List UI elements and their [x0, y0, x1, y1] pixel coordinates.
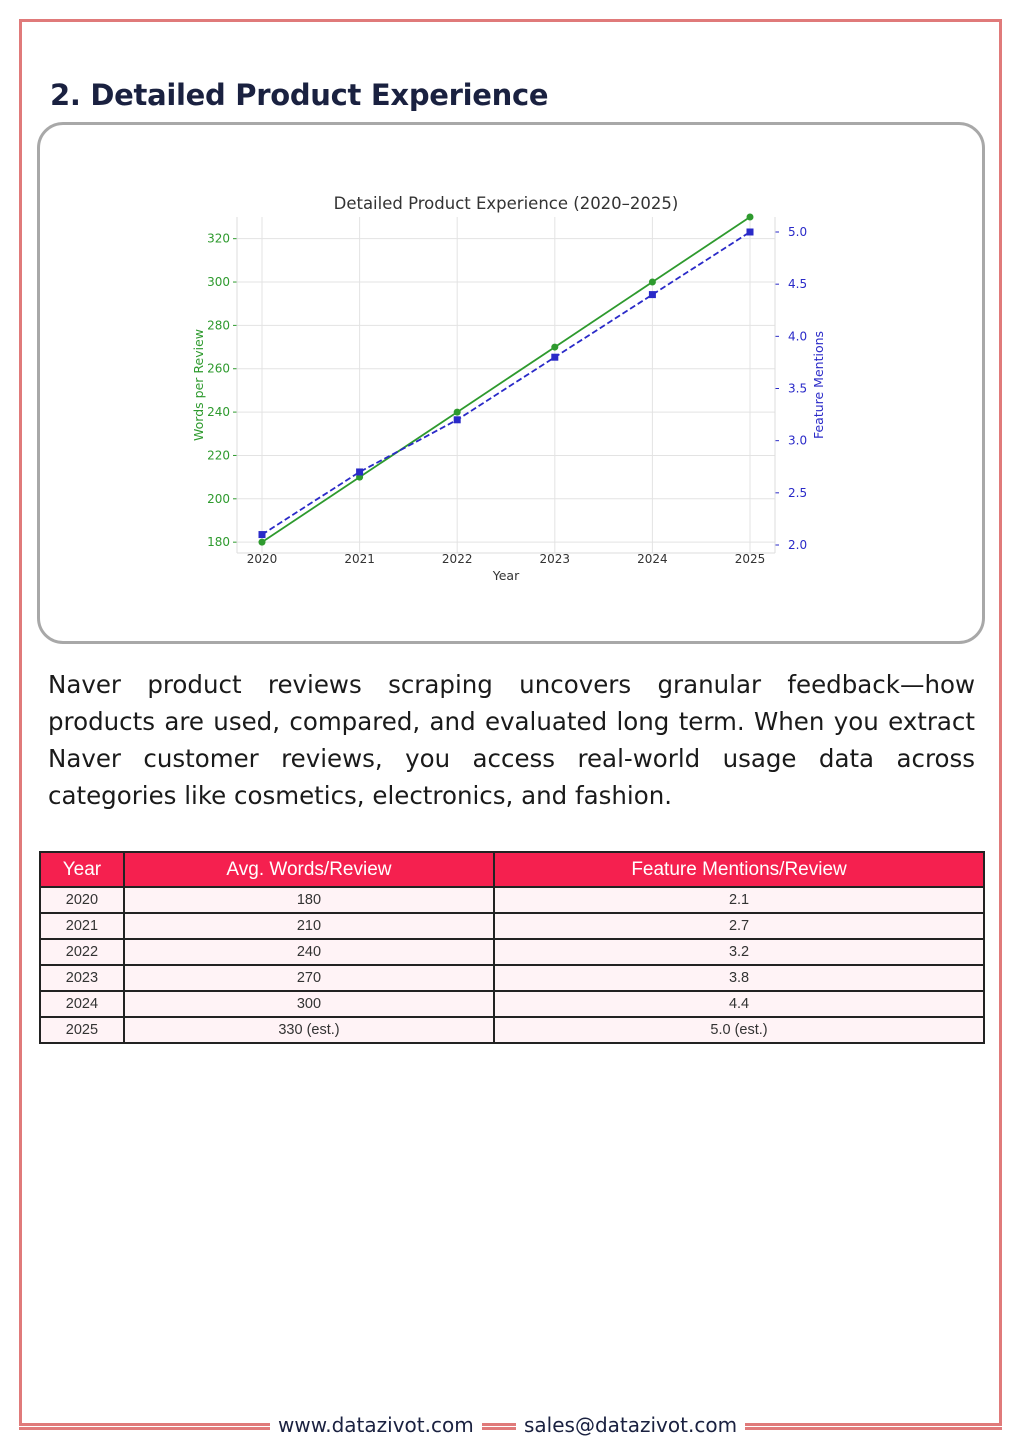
y-left-tick-label: 200 [207, 491, 230, 506]
mentions-data-point [551, 354, 558, 361]
data-table [39, 851, 985, 1044]
cell-mentions: 2.7 [494, 913, 984, 939]
y-right-tick-label: 2.5 [788, 485, 808, 500]
cell-words: 240 [124, 939, 494, 965]
mentions-data-point [649, 291, 656, 298]
mentions-data-point [454, 416, 461, 423]
y-right-axis-label: Feature Mentions [811, 330, 826, 440]
cell-words: 180 [124, 887, 494, 913]
y-left-tick-label: 180 [207, 535, 230, 550]
x-tick-label: 2025 [734, 552, 766, 566]
words-data-point [747, 214, 754, 221]
body-paragraph: Naver product reviews scraping uncovers granular feedback—how products are used, compared, and evaluated long term. When you extract Naver customer reviews, you access real-world usage data across categories like cosmetics, electronics, and fashion. [48, 670, 975, 810]
x-tick-label: 2024 [637, 552, 668, 566]
x-tick-label: 2021 [344, 552, 375, 566]
x-tick-label: 2023 [539, 552, 571, 566]
chart-card [37, 122, 985, 644]
y-left-tick-label: 240 [207, 405, 230, 420]
cell-mentions: 4.4 [494, 991, 984, 1017]
cell-mentions: 2.1 [494, 887, 984, 913]
words-data-point [551, 344, 558, 351]
cell-words: 330 (est.) [124, 1017, 494, 1043]
y-right-tick-label: 4.5 [788, 277, 808, 292]
mentions-data-point [259, 531, 266, 538]
header-avg-words: Avg. Words/Review [124, 852, 494, 887]
footer [0, 1409, 1023, 1445]
mentions-data-point [747, 229, 754, 236]
cell-mentions: 3.8 [494, 965, 984, 991]
cell-year: 2023 [40, 965, 124, 991]
line-chart [40, 125, 982, 641]
table-row [40, 991, 984, 1017]
header-year: Year [40, 852, 124, 887]
x-tick-label: 2020 [246, 552, 278, 566]
table-header-row [40, 852, 984, 887]
cell-year: 2025 [40, 1017, 124, 1043]
table-row [40, 913, 984, 939]
header-feature-mentions: Feature Mentions/Review [494, 852, 984, 887]
y-right-tick-label: 4.0 [788, 329, 808, 344]
cell-year: 2022 [40, 939, 124, 965]
cell-year: 2021 [40, 913, 124, 939]
section-heading: 2. Detailed Product Experience [50, 78, 549, 112]
y-right-tick-label: 3.0 [788, 433, 808, 448]
y-left-tick-label: 320 [207, 231, 230, 246]
cell-year: 2020 [40, 887, 124, 913]
cell-words: 210 [124, 913, 494, 939]
y-left-tick-label: 220 [207, 448, 230, 463]
y-left-tick-label: 260 [207, 361, 230, 376]
table-row [40, 965, 984, 991]
footer-email-link[interactable]: sales@datazivot.com [516, 1413, 745, 1437]
words-data-point [454, 409, 461, 416]
y-left-axis-label: Words per Review [191, 329, 206, 441]
cell-words: 300 [124, 991, 494, 1017]
y-right-tick-label: 3.5 [788, 381, 808, 396]
table-row [40, 887, 984, 913]
table-row [40, 939, 984, 965]
cell-mentions: 3.2 [494, 939, 984, 965]
x-tick-label: 2022 [441, 552, 473, 566]
mentions-data-point [356, 468, 363, 475]
cell-year: 2024 [40, 991, 124, 1017]
y-left-tick-label: 300 [207, 275, 230, 290]
x-axis-label: Year [492, 568, 520, 583]
cell-mentions: 5.0 (est.) [494, 1017, 984, 1043]
y-left-tick-label: 280 [207, 318, 230, 333]
words-data-point [259, 539, 266, 546]
cell-words: 270 [124, 965, 494, 991]
footer-website-link[interactable]: www.datazivot.com [270, 1413, 482, 1437]
footer-divider [19, 1427, 1002, 1430]
y-right-tick-label: 5.0 [788, 225, 808, 239]
y-right-tick-label: 2.0 [788, 538, 808, 552]
words-data-point [649, 279, 656, 286]
chart-title: Detailed Product Experience (2020–2025) [333, 194, 679, 213]
table-row [40, 1017, 984, 1043]
